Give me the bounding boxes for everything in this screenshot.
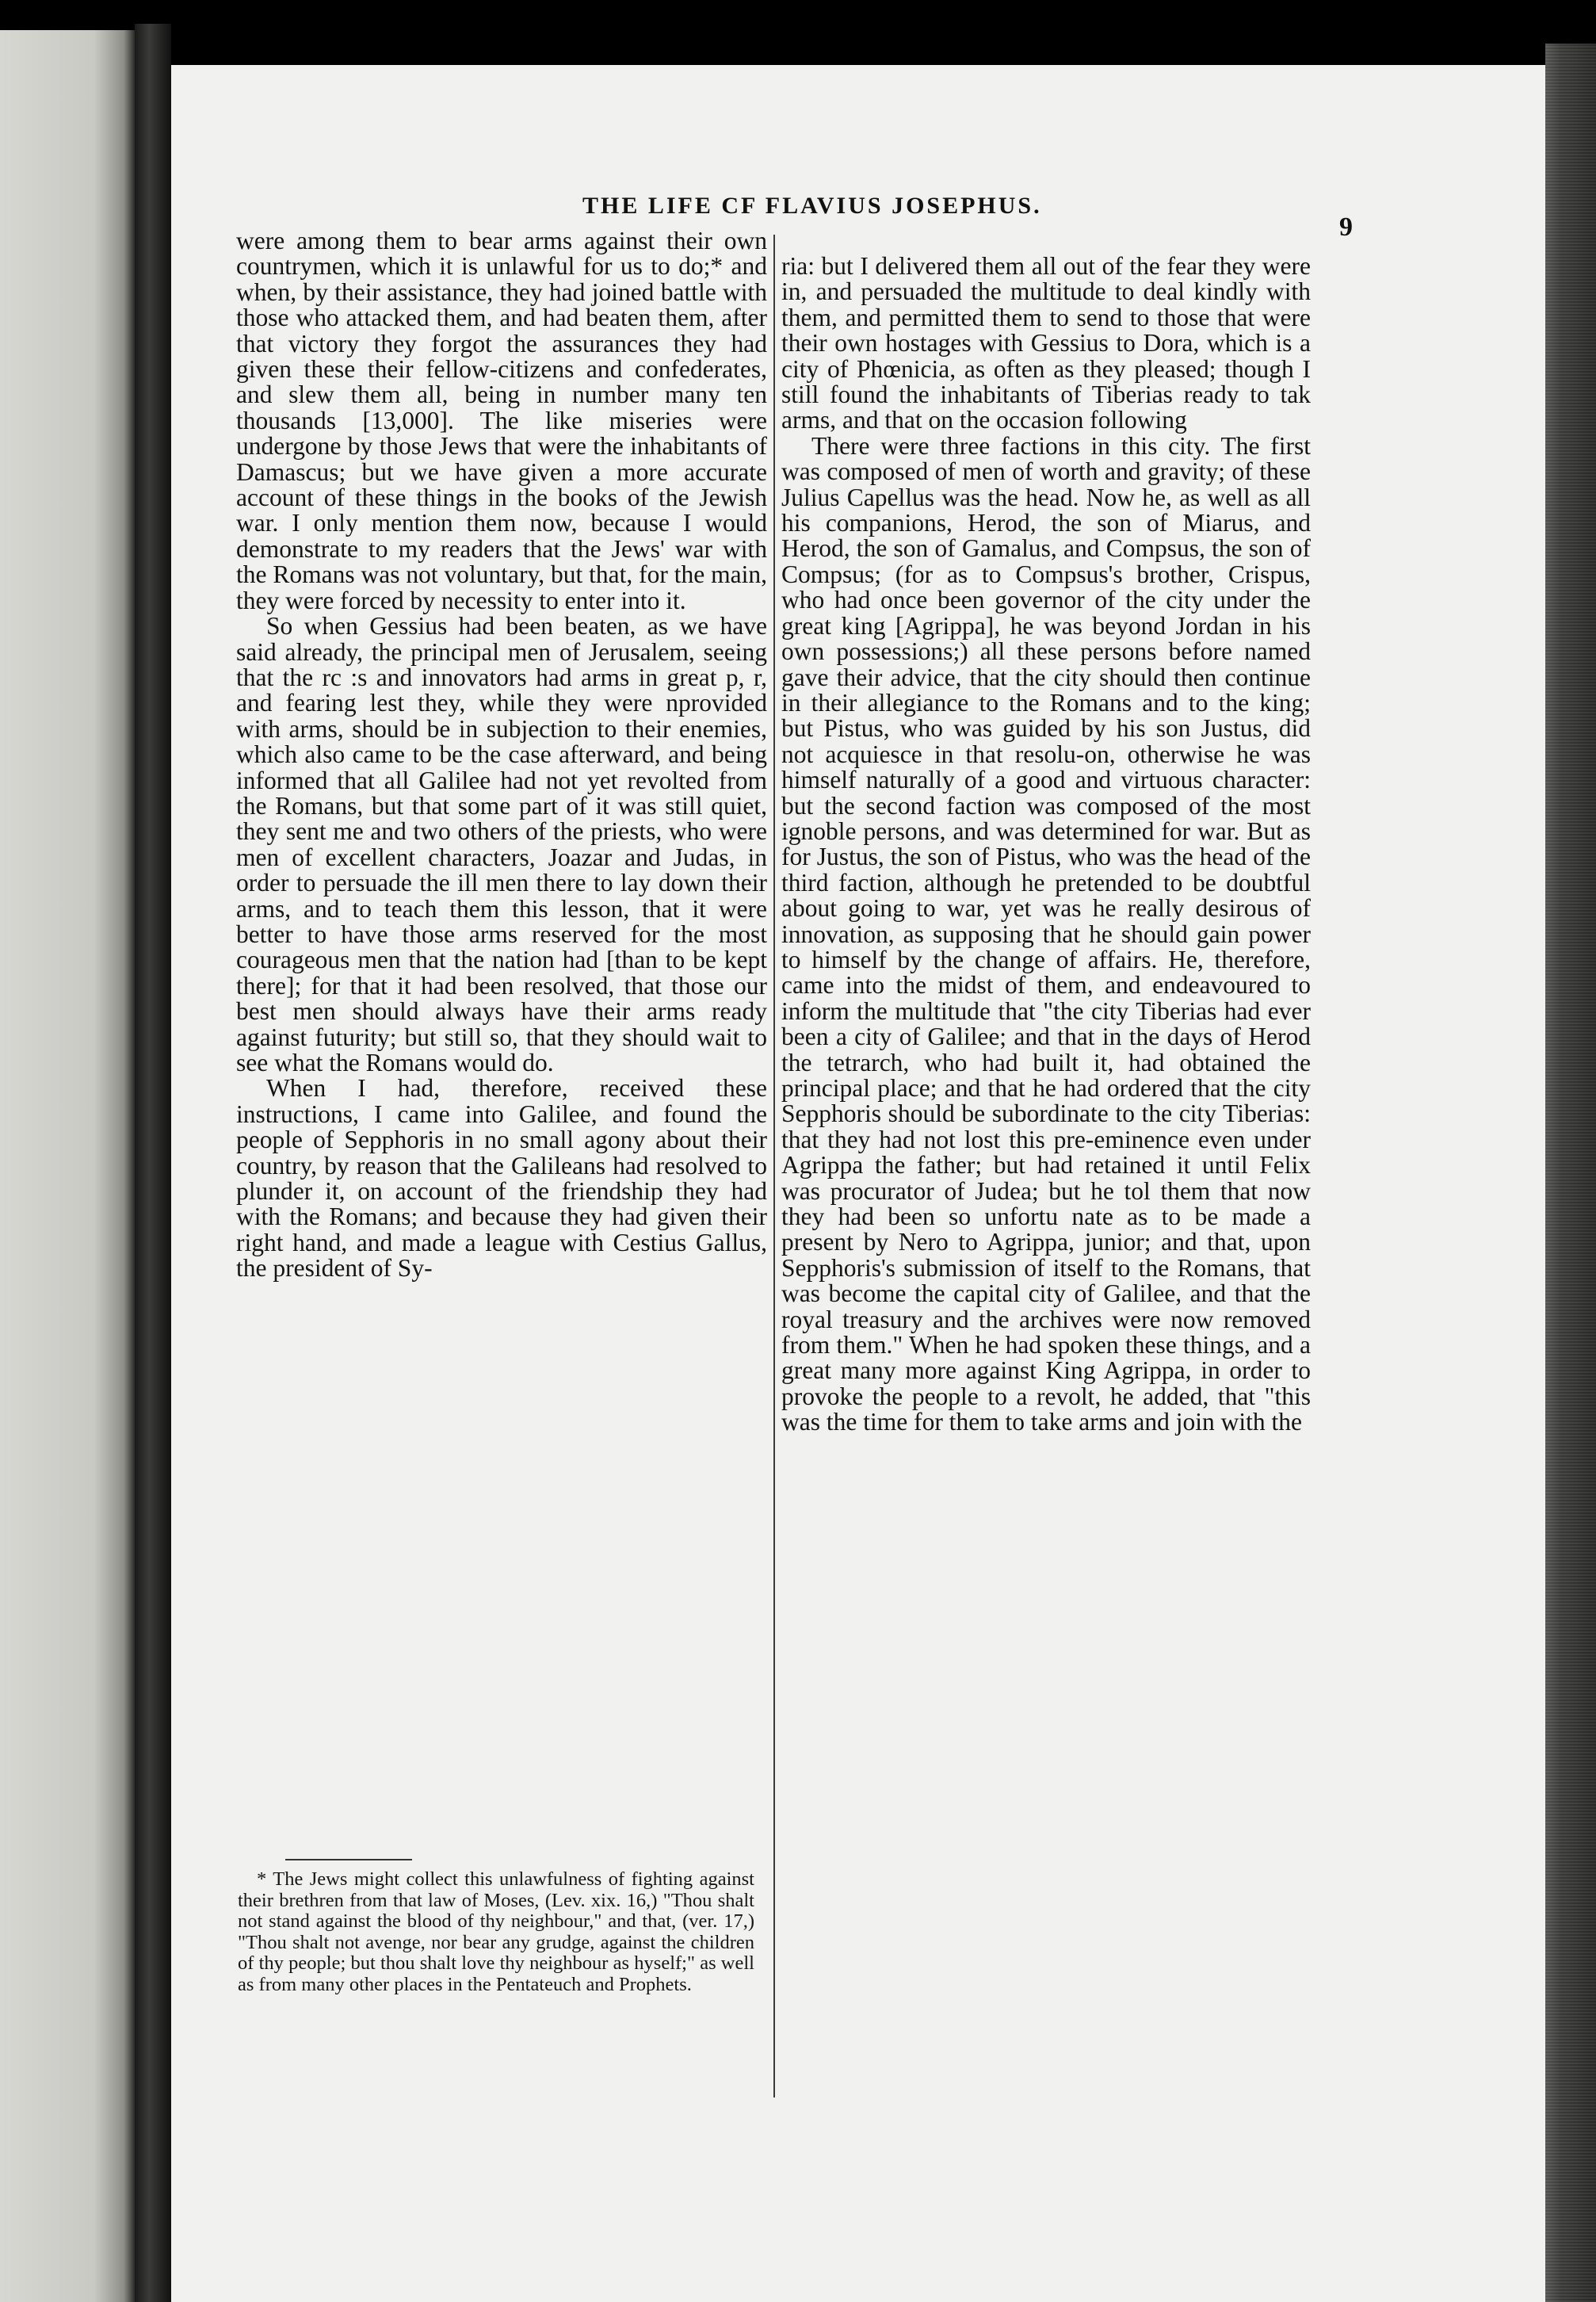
right-text-column <box>781 254 1311 1436</box>
footnote <box>238 1869 754 1996</box>
right-paragraph-2: There were three factions in this city. The first was composed of men of worth and gravity; of these Julius Capellus was the head. Now he, as well as all his companions, Herod, the son of Miarus, and Herod, the son of Gamalus, and Compsus, the son of Compsus; (for as to Compsus's brother, Crispus, who had once been governor of the city under the great king [Agrippa], he was beyond Jordan in his own possessions;) all these persons before named gave their advice, that the city should then continue in their allegiance to the Romans and to the king; but Pistus, who was guided by his son Justus, did not acquiesce in that resolu-on, otherwise he was himself naturally of a good and virtuous character: but the second faction was composed of the most ignoble persons, and was determined for war. But as for Justus, the son of Pistus, who was the head of the third faction, although he pretended to be doubtful about going to war, yet was he really desirous of innovation, as supposing that he should gain power to himself by the change of affairs. He, therefore, came into the midst of them, and endeavoured to inform the multitude that "the city Tiberias had ever been a city of Galilee; and that in the days of Herod the tetrarch, who had built it, had obtained the principal place; and that he had ordered that the city Sepphoris should be subordinate to the city Tiberias: that they had not lost this pre-eminence even under Agrippa the father; but had retained it until Felix was procurator of Judea; but he tol them that now they had been so unfortu nate as to be made a present by Nero to Agrippa, junior; and that, upon Sepphoris's submission of itself to the Romans, that was become the capital city of Galilee, and that the royal treasury and the archives were now removed from them." When he had spoken these things, and a great many more against King Agrippa, in order to provoke the people to a revolt, he added, that "this was the time for them to take arms and join with the <box>781 431 1311 1436</box>
running-head-title: THE LIFE CF FLAVIUS JOSEPHUS. <box>582 193 1042 219</box>
column-divider <box>773 235 775 2097</box>
book-cover-edge <box>1545 44 1596 2302</box>
left-paragraph-1: were among them to bear arms against their own countrymen, which it is unlawful for us to do;* and when, by their assistance, they had joined battle with those who attacked them, and had beaten them, after that victory they forgot the assurances they had given these their fellow-citizens and confederates, and slew them all, being in number many ten thousands [13,000]. The like miseries were undergone by those Jews that were the inhabitants of Damascus; but we have given a more accurate account of these things in the books of the Jewish war. I only mention them now, because I would demonstrate to my readers that the Jews' war with the Romans was not voluntary, but that, for the main, they were forced by necessity to enter into it. <box>236 227 767 614</box>
previous-page-edge <box>0 30 135 2302</box>
page-number: 9 <box>1339 212 1353 242</box>
footnote-rule <box>285 1859 412 1860</box>
left-paragraph-3: When I had, therefore, received these instructions, I came into Galilee, and found the people of Sepphoris in no small agony about their country, by reason that the Galileans had resolved to plunder it, on account of the friendship they had with the Romans; and because they had given their right hand, and made a league with Cestius Gallus, the president of Sy- <box>236 1074 767 1283</box>
book-binding <box>135 24 171 2302</box>
left-paragraph-2: So when Gessius had been beaten, as we have said already, the principal men of Jerusalem, seeing that the rc :s and innovators had arms in great p, r, and fearing lest they, while they were nprovided with arms, should be in subjection to their enemies, which also came to be the case afterward, and being informed that all Galilee had not yet revolted from the Romans, but that some part of it was still quiet, they sent me and two others of the priests, who were men of excellent characters, Joazar and Judas, in order to persuade the ill men there to lay down their arms, and to teach them this lesson, that it were better to have those arms reserved for the most courageous men that the nation had [than to be kept there]; for that it had been resolved, that those our best men should always have their arms ready against futurity; but still so, that they should wait to see what the Romans would do. <box>236 612 767 1076</box>
left-text-column <box>236 228 767 1282</box>
right-paragraph-1: ria: but I delivered them all out of the fear they were in, and persuaded the multitude to deal kindly with them, and permitted them to send to those that were their own hostages with Gessius to Dora, which is a city of Phœnicia, as often as they pleased; though I still found the inhabitants of Tiberias ready to tak arms, and that on the occasion following <box>781 252 1311 434</box>
footnote-text: * The Jews might collect this unlawfulness of fighting against their brethren from that law of Moses, (Lev. xix. 16,) "Thou shalt not stand against the blood of thy neighbour," and that, (ver. 17,) "Thou shalt not avenge, nor bear any grudge, against the children of thy people; but thou shalt love thy neighbour as hyself;" as well as from many other places in the Pentateuch and Prophets. <box>238 1868 754 1995</box>
